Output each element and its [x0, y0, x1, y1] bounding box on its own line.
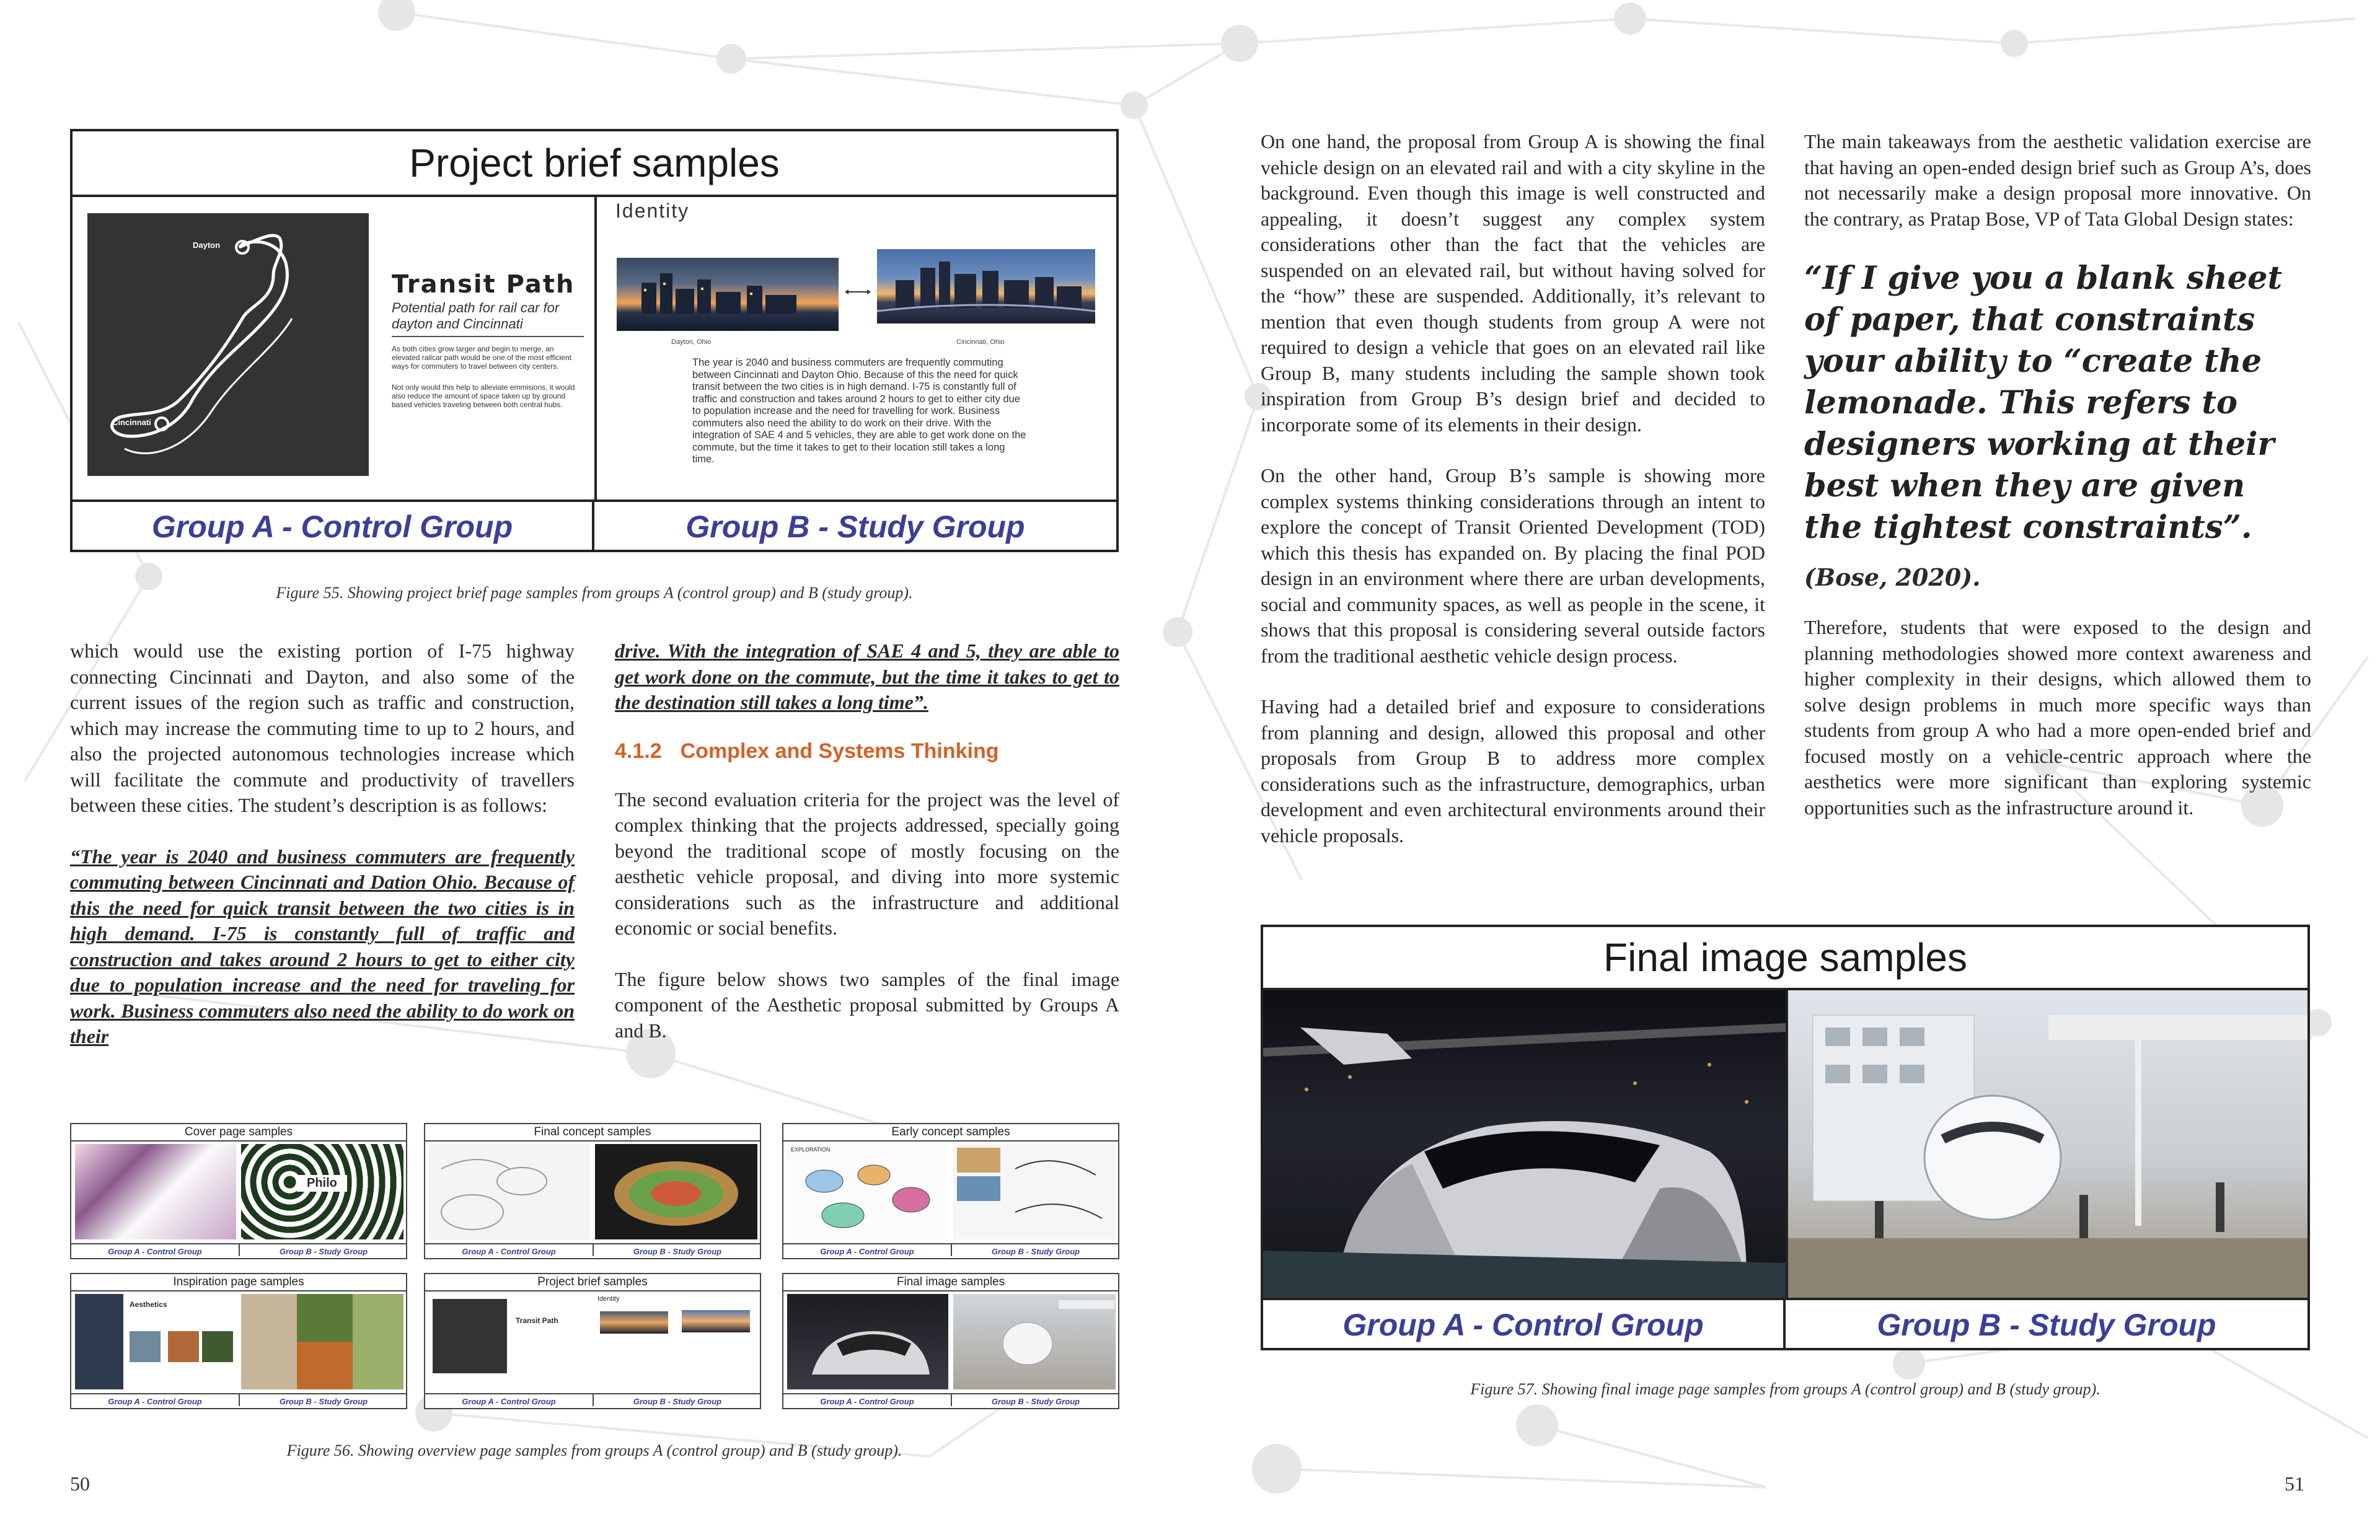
mini-panel-cover	[70, 1123, 407, 1259]
figure-57-frame	[1261, 925, 2310, 1350]
mini-panel-title: Project brief samples	[425, 1274, 760, 1291]
mini-label-a: Group A - Control Group	[71, 1243, 239, 1256]
left-column-2	[615, 638, 1119, 1044]
page-number-left: 50	[70, 1472, 90, 1495]
cover-b-image	[241, 1144, 403, 1239]
right-col1-paragraph-2: On the other hand, Group B’s sample is showing more complex systems thinking considerations through an intent to explore the concept of Transit Oriented Development (TOD) which this thesis has expanded on. By placing the final POD design in an environment where there are urban developments, social and community spaces, as well as people in the scene, it shows that this proposal is considering several outside factors from the traditional aesthetic vehicle design process.	[1261, 464, 1765, 667]
final-image-a-thumb	[787, 1294, 948, 1389]
left-col1-student-quote: “The year is 2040 and business commuters are frequently commuting between Cincinnati and Dation Ohio. Because of this the need for quick transit between the two cities is in high demand. I-75 is constantly full of traffic and construction and takes around 2 hours to get to either city due to population increase and the need for traveling for work. Business commuters also need the ability to do work on their	[70, 845, 575, 1047]
mini-label-b: Group B - Study Group	[239, 1243, 407, 1256]
mini-label-b: Group B - Study Group	[593, 1393, 761, 1406]
cover-a-image	[75, 1144, 236, 1239]
project-brief-b-skyline-1	[600, 1311, 668, 1334]
map-label-cincinnati: Cincinnati	[112, 418, 151, 427]
mini-panel-project-brief	[424, 1273, 761, 1409]
inspiration-b-image	[241, 1294, 403, 1389]
early-concept-a-word: EXPLORATION	[791, 1146, 831, 1153]
figure-55-group-a-label: Group A - Control Group	[73, 499, 594, 550]
project-brief-b-image	[595, 1294, 757, 1389]
identity-city-2: Cincinnati, Ohio	[956, 338, 1005, 346]
figure-55-caption: Figure 55. Showing project brief page samples from groups A (control group) and B (study group).	[276, 584, 913, 602]
transit-map	[87, 213, 369, 476]
figure-57-title: Final image samples	[1263, 927, 2307, 990]
mini-label-a: Group A - Control Group	[425, 1243, 593, 1256]
early-concept-a-image	[787, 1144, 948, 1239]
mini-label-a: Group A - Control Group	[425, 1393, 593, 1406]
mini-label-b: Group B - Study Group	[951, 1243, 1119, 1256]
right-col2-paragraph-2: Therefore, students that were exposed to the design and planning methodologies showed more context awareness and higher complexity in their designs, which allowed them to solve design problems in much more specific ways than students from group A who had a more open-ended brief and focused mostly on a vehicle-centric approach where the aesthetics were more significant than exploring systemic opportunities such as the infrastructure around it.	[1804, 616, 2311, 819]
left-column-1	[70, 638, 575, 1050]
map-label-dayton: Dayton	[193, 240, 221, 250]
right-column-2	[1804, 129, 2311, 821]
figure-55-right-cell	[597, 197, 1116, 499]
project-brief-b-skyline-2	[682, 1310, 750, 1332]
identity-label: Identity	[615, 200, 690, 222]
section-heading-4-1-2	[615, 739, 1119, 763]
transit-paragraph-1: As both cities grow larger and begin to merge, an elevated railcar path would be one of the most efficient ways for commuters to travel between city centers.	[392, 345, 571, 371]
figure-55-title: Project brief samples	[73, 131, 1116, 197]
mini-label-a: Group A - Control Group	[783, 1393, 951, 1406]
left-col1-paragraph: which would use the existing portion of I-75 highway connecting Cincinnati and Dayton, and also some of the current issues of the region such as traffic and construction, which may increase the commuting time to up to 2 hours, and also the projected autonomous technologies increase which will facilitate the commute and productivity of travellers between these cities. The student’s description is as follows:	[70, 640, 575, 816]
final-concept-a-image	[429, 1144, 590, 1239]
mini-label-a: Group A - Control Group	[71, 1393, 239, 1406]
mini-label-a: Group A - Control Group	[783, 1243, 951, 1256]
pull-quote-citation: (Bose, 2020).	[1804, 563, 1981, 591]
right-col1-paragraph-3: Having had a detailed brief and exposure to considerations from planning and design, allowed this proposal and other proposals from Group B to address more complex considerations such as the infrastructure, demographics, urban development and even architectural environments around their vehicle proposals.	[1261, 695, 1765, 847]
cincinnati-skyline-image	[877, 249, 1095, 323]
early-concept-b-image	[953, 1144, 1116, 1239]
inspiration-a-word: Aesthetics	[130, 1300, 167, 1309]
figure-55-frame	[70, 129, 1119, 552]
left-col2-paragraph-2: The figure below shows two samples of the final image component of the Aesthetic proposal submitted by Groups A and B.	[615, 967, 1119, 1042]
page-number-right: 51	[2285, 1472, 2304, 1495]
left-col2-paragraph-1: The second evaluation criteria for the project was the level of complex thinking that the projects addressed, specially going beyond the traditional scope of mostly focusing on the aesthetic vehicle proposal, and diving into more systemic considerations such as the infrastructure and additional economic or social benefits.	[615, 788, 1119, 939]
mini-panel-early-concept	[782, 1123, 1119, 1259]
identity-paragraph: The year is 2040 and business commuters are frequently commuting between Cincinnati and Dayton Ohio. Because of this the need for quick transit between the two cities is in high demand. I-75 is constantly full of traffic and construction and takes around 2 hours to get to either city due to population increase and the need for travelling for work. Business commuters also need the ability to do work on their drive. With the integration of SAE 4 and 5 vehicles, they are able to get work done on the commute, but the time it takes to get to their location still takes a long time.	[692, 357, 1026, 465]
mini-label-b: Group B - Study Group	[951, 1393, 1119, 1406]
mini-label-b: Group B - Study Group	[593, 1243, 761, 1256]
final-image-group-a	[1263, 990, 1788, 1298]
final-image-b-thumb	[953, 1294, 1116, 1389]
project-brief-a-map	[433, 1299, 507, 1373]
pull-quote: “If I give you a blank sheet of paper, that constraints your ability to “create the lemonade. This refers to designers working at their best when they are given the tightest constraints”.	[1804, 260, 2283, 546]
figure-56-caption: Figure 56. Showing overview page samples from groups A (control group) and B (study group).	[286, 1441, 902, 1459]
transit-subtitle: Potential path for rail car for dayton and Cincinnati	[392, 300, 560, 332]
mini-panel-final-image	[782, 1273, 1119, 1409]
mini-panel-title: Final concept samples	[425, 1124, 760, 1142]
figure-57-group-a-label: Group A - Control Group	[1263, 1298, 1786, 1348]
figure-55-group-b-label: Group B - Study Group	[594, 499, 1116, 550]
right-col2-paragraph-1: The main takeaways from the aesthetic validation exercise are that having an open-ended design brief such as Group A’s, does not necessarily make a design proposal more innovative. On the contrary, as Pratap Bose, VP of Tata Global Design states:	[1804, 130, 2311, 230]
final-concept-b-image	[595, 1144, 757, 1239]
cover-b-word: Philo	[297, 1175, 347, 1192]
figure-57-caption: Figure 57. Showing final image page samples from groups A (control group) and B (study group).	[1470, 1380, 2100, 1398]
mini-panel-title: Cover page samples	[71, 1124, 406, 1142]
mini-panel-final-concept	[424, 1123, 761, 1259]
transit-divider	[392, 336, 584, 337]
project-brief-a-word: Transit Path	[516, 1316, 558, 1325]
left-col2-student-quote: drive. With the integration of SAE 4 and 5, they are able to get work done on the commute, but the time it takes to get to the destination still takes a long time”.	[615, 640, 1119, 713]
right-column-1	[1261, 129, 1765, 848]
final-image-group-b	[1788, 990, 2307, 1298]
figure-55-left-cell	[73, 197, 597, 499]
right-col1-paragraph-1: On one hand, the proposal from Group A is showing the final vehicle design on an elevated rail and with a city skyline in the background. Even though this image is well constructed and appealing, it doesn’t suggest any complex system considerations other than the fact that the vehicles are suspended on an elevated rail, but without having solved for the “how” these are suspended. Additionally, it’s relevant to mention that even though students from group A were not required to design a vehicle that goes on an elevated rail like Group B, many students including the sample shown took inspiration from Group B’s design brief and decided to incorporate some of its elements in their design.	[1261, 130, 1765, 436]
inspiration-a-image	[75, 1294, 236, 1389]
transit-paragraph-2: Not only would this help to alleviate emmisions, it would also reduce the amount of space taken up by ground based vehicles traveling between both central hubs.	[392, 383, 575, 409]
section-heading-text: Complex and Systems Thinking	[680, 739, 999, 763]
project-brief-a-image	[429, 1294, 590, 1389]
double-arrow-icon	[844, 288, 872, 296]
figure-57-group-b-label: Group B - Study Group	[1786, 1298, 2307, 1348]
mini-panel-title: Inspiration page samples	[71, 1274, 406, 1291]
mini-label-b: Group B - Study Group	[239, 1393, 407, 1406]
identity-city-1: Dayton, Ohio	[671, 338, 712, 346]
project-brief-b-word: Identity	[597, 1295, 620, 1303]
dayton-skyline-image	[617, 258, 839, 331]
mini-panel-inspiration	[70, 1273, 407, 1409]
transit-title: Transit Path	[392, 270, 575, 299]
mini-panel-title: Final image samples	[783, 1274, 1118, 1291]
section-heading-number: 4.1.2	[615, 739, 662, 763]
mini-panel-title: Early concept samples	[783, 1124, 1118, 1142]
